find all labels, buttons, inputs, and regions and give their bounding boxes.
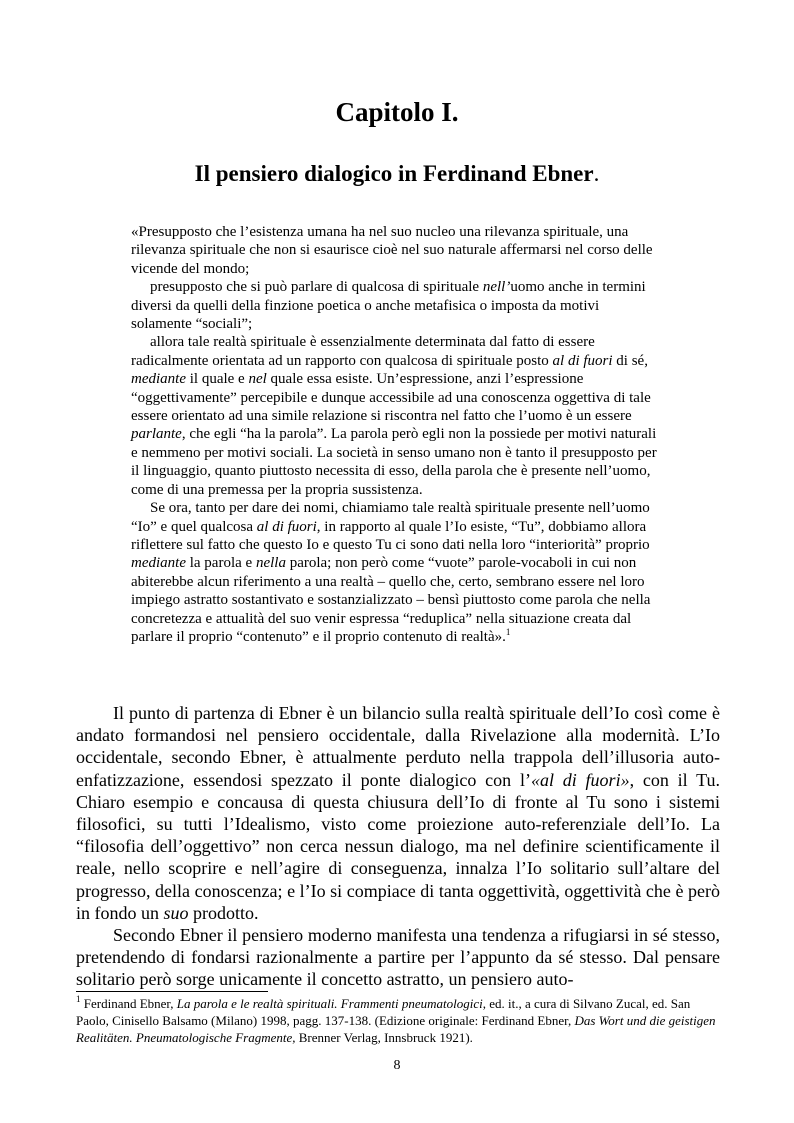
quote-paragraph-3: allora tale realtà spirituale è essenzialmente determinata dal fatto di essere radicalmente orientata ad un rapporto con qualcosa di spirituale posto al di fuori di sé, mediante il quale e nel quale essa esiste. Un’espressione, anzi l’espressione “oggettivamente” percepibile e dunque accessibile ad una conoscenza oggettiva di tale essere orientato ad una simile relazione si riscontra nel fatto che l’uomo è un essere parlante, che egli “ha la parola”. La parola però egli non la possiede per motivi naturali e nemmeno per motivi sociali. La società in senso umano non è tanto il presupposto per il linguaggio, quanto piuttosto necessita di esso, della parola che è presente nell’uomo, come di una premessa per la propria sussistenza. <box>131 334 657 498</box>
footnote-number: 1 <box>76 994 81 1004</box>
block-quote <box>131 223 657 646</box>
emphasis: nel <box>248 371 267 388</box>
quote-paragraph-2: presupposto che si può parlare di qualcosa di spirituale nell’uomo anche in termini diversi da quelli della finzione poetica o anche metafisica o imposta da motivi solamente “sociali”; <box>131 279 646 333</box>
emphasis: nell’ <box>482 279 511 296</box>
subtitle-period: . <box>593 161 600 186</box>
emphasis: mediante <box>131 371 186 388</box>
emphasis: «al di fuori» <box>530 769 630 790</box>
emphasis: parlante <box>131 426 182 443</box>
subtitle-text: Il pensiero dialogico in Ferdinand Ebner <box>194 161 594 186</box>
emphasis: nella <box>255 555 286 572</box>
emphasis: al di fuori <box>256 518 317 535</box>
emphasis: al di fuori <box>552 352 613 369</box>
body-text <box>76 702 720 991</box>
emphasis: mediante <box>131 555 186 572</box>
footnote-separator <box>76 991 268 992</box>
footnote-reference[interactable]: 1 <box>505 626 511 637</box>
footnote: $^1$ Ferdinand Ebner, La parola e le realtà spirituali. Frammenti pneumatologici, ed. it., a cura di Silvano Zucal, ed. San Paolo, Cinisello Balsamo (Milano) 1998, pagg. 137-138. (Edizione originale: Ferdinand Ebner, Das Wort und die geistigen Realitäten. Pneumatologische Fragmente, Brenner Verlag, Innsbruck 1921). <box>76 994 716 1045</box>
chapter-subtitle <box>0 159 794 189</box>
page-number: 8 <box>393 1058 401 1073</box>
body-paragraph-2: Secondo Ebner il pensiero moderno manifesta una tendenza a rifugiarsi in sé stesso, pretendendo di fondarsi razionalmente a partire per l’appunto da sé stesso. Dal pensare solitario però sorge unicamente il concetto astratto, un pensiero auto- <box>76 925 720 990</box>
quote-paragraph-4: Se ora, tanto per dare dei nomi, chiamiamo tale realtà spirituale presente nell’uomo “Io” e quel qualcosa al di fuori, in rapporto al quale l’Io esiste, “Tu”, dobbiamo allora riflettere sul fatto che questo Io e questo Tu ci sono dati nella loro “interiorità” proprio mediante la parola e nella parola; non però come “vuote” parole-vocaboli in cui non abiterebbe alcun riferimento a una realtà – quello che, certo, sembrano essere nel loro impiego astratto sostantivato e sostanzializzato – bensì piuttosto come parola che nella concretezza e attualità del suo venir espressa “reduplica” nella situazione creata dal parlare il proprio “contenuto” e il proprio contenuto di realtà».$^1$ <box>131 500 651 645</box>
body-paragraph-1: Il punto di partenza di Ebner è un bilancio sulla realtà spirituale dell’Io così come è andato formandosi nel pensiero occidentale, dalla Rivelazione alla modernità. L’Io occidentale, secondo Ebner, è attualmente perduto nella trappola dell’illusoria auto-enfatizzazione, essendosi spezzato il ponte dialogico con l’«al di fuori», con il Tu. Chiaro esempio e concausa di questa chiusura dell’Io di fronte al Tu sono i sistemi filosofici, su tutti l’Idealismo, visto come proiezione auto-referenziale dell’Io. La “filosofia dell’oggettivo” non cerca nessun dialogo, ma nel definire scientificamente il reale, nello scoprire e nell’agire di conseguenza, innalza l’Io solitario sull’altare del progresso, della conoscenza; e l’Io si compiace di tanta oggettività, oggettività che è però in fondo un suo prodotto. <box>76 703 721 923</box>
emphasis: suo <box>163 902 189 923</box>
chapter-title: Capitolo I. <box>335 97 459 127</box>
quote-paragraph-1: «Presupposto che l’esistenza umana ha nel suo nucleo una rilevanza spirituale, una rilevanza spirituale che non si esaurisce cioè nel suo naturale affermarsi nel corso delle vicende del mondo; <box>131 224 653 277</box>
